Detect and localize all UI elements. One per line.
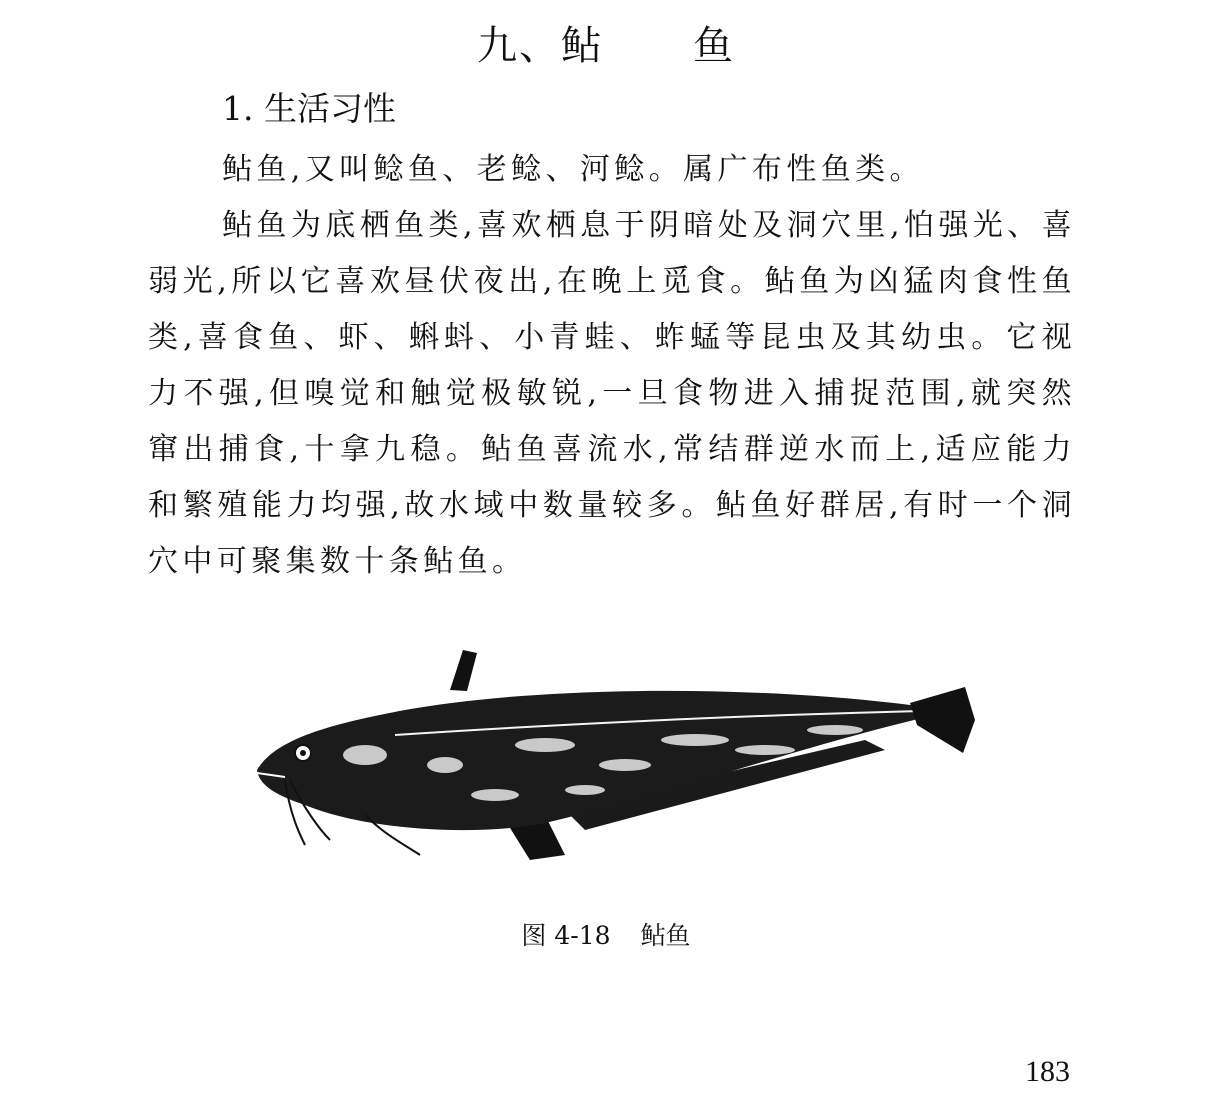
page-number: 183 <box>1025 1055 1070 1088</box>
chapter-title-right: 鱼 <box>693 23 735 69</box>
figure-label: 鲇鱼 <box>640 921 691 950</box>
figure-number: 图 4-18 <box>521 921 611 950</box>
section-heading: 1. 生活习性 <box>222 89 396 128</box>
catfish-illustration <box>245 645 985 875</box>
paragraph-intro: 鲇鱼,又叫鲶鱼、老鲶、河鲶。属广布性鱼类。 <box>222 152 924 187</box>
chapter-title <box>0 18 1212 74</box>
figure-caption <box>0 916 1212 952</box>
chapter-title-left: 九、鲇 <box>477 23 603 69</box>
paragraph-habits: 鲇鱼为底栖鱼类,喜欢栖息于阴暗处及洞穴里,怕强光、喜弱光,所以它喜欢昼伏夜出,在晚上觅食。鲇鱼为凶猛肉食性鱼类,喜食鱼、虾、蝌蚪、小青蛙、蚱蜢等昆虫及其幼虫。它视力不强,但嗅觉和触觉极敏锐,一旦食物进入捕捉范围,就突然窜出捕食,十拿九稳。鲇鱼喜流水,常结群逆水而上,适应能力和繁殖能力均强,故水域中数量较多。鲇鱼好群居,有时一个洞穴中可聚集数十条鲇鱼。 <box>148 208 1076 579</box>
